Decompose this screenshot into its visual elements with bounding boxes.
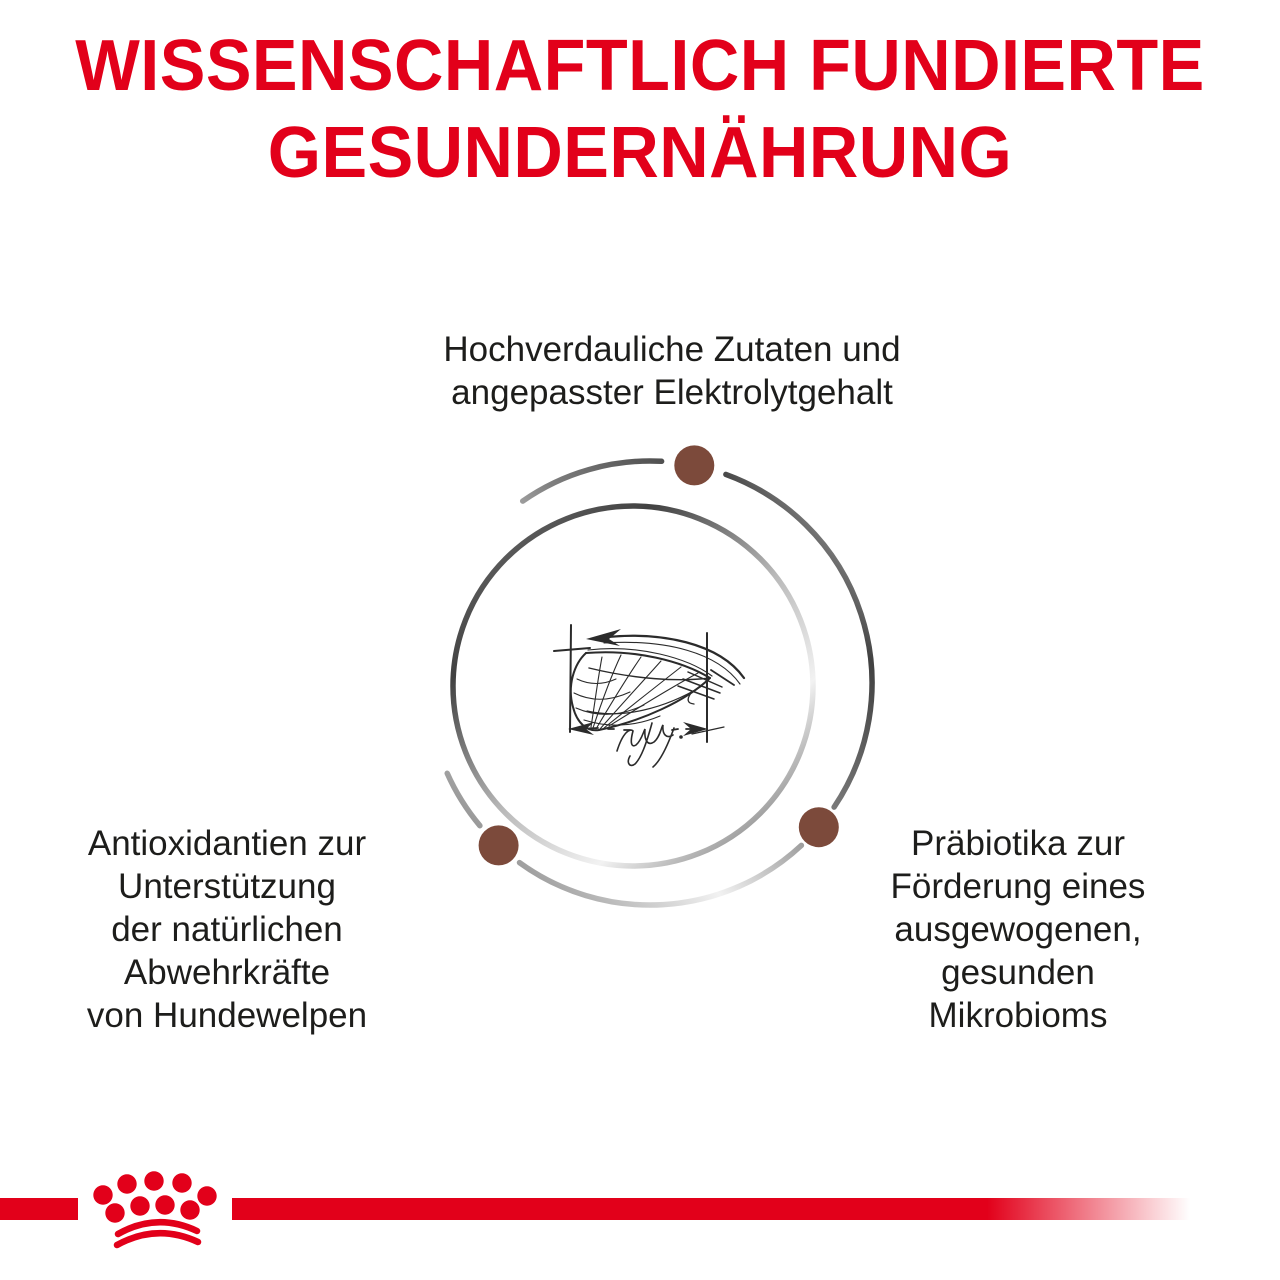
kibble-sketch-icon	[554, 625, 744, 767]
outer-ring-arc-bottom	[520, 845, 802, 905]
callout-left-line-2: Unterstützung	[118, 867, 336, 906]
callout-top	[372, 328, 972, 414]
callout-top-line-2: angepasster Elektrolytgehalt	[451, 373, 893, 412]
page-title-line-1: WISSENSCHAFTLICH FUNDIERTE	[75, 26, 1205, 106]
page-title-line-2: GESUNDERNÄHRUNG	[267, 113, 1013, 193]
callout-right-line-4: gesunden	[941, 953, 1095, 992]
outer-ring-arc-upper-left	[523, 461, 662, 501]
kibble-diagram	[390, 420, 910, 940]
royal-canin-crown-icon	[85, 1168, 225, 1278]
footer-band-left	[0, 1198, 78, 1220]
callout-right-line-3: ausgewogenen,	[894, 910, 1142, 949]
marker-dot-bottom-left	[479, 825, 519, 865]
callout-right-line-2: Förderung eines	[890, 867, 1146, 906]
callout-left-line-5: von Hundewelpen	[86, 996, 368, 1035]
callout-top-line-1: Hochverdauliche Zutaten und	[443, 330, 901, 369]
page-title	[32, 23, 1248, 197]
footer-band-right	[232, 1198, 1200, 1220]
inner-circle	[453, 506, 813, 866]
callout-right-line-5: Mikrobioms	[928, 996, 1108, 1035]
marker-dot-top	[674, 445, 714, 485]
callout-left-line-3: der natürlichen	[111, 910, 343, 949]
callout-right-line-1: Präbiotika zur	[911, 824, 1125, 863]
kibble-diagram-svg	[390, 420, 910, 940]
callout-left-line-4: Abwehrkräfte	[123, 953, 331, 992]
callout-left	[2, 822, 452, 1037]
marker-dot-bottom-right	[799, 807, 839, 847]
outer-ring-arc-lower-left	[447, 773, 480, 825]
callout-left-line-1: Antioxidantien zur	[87, 824, 367, 863]
